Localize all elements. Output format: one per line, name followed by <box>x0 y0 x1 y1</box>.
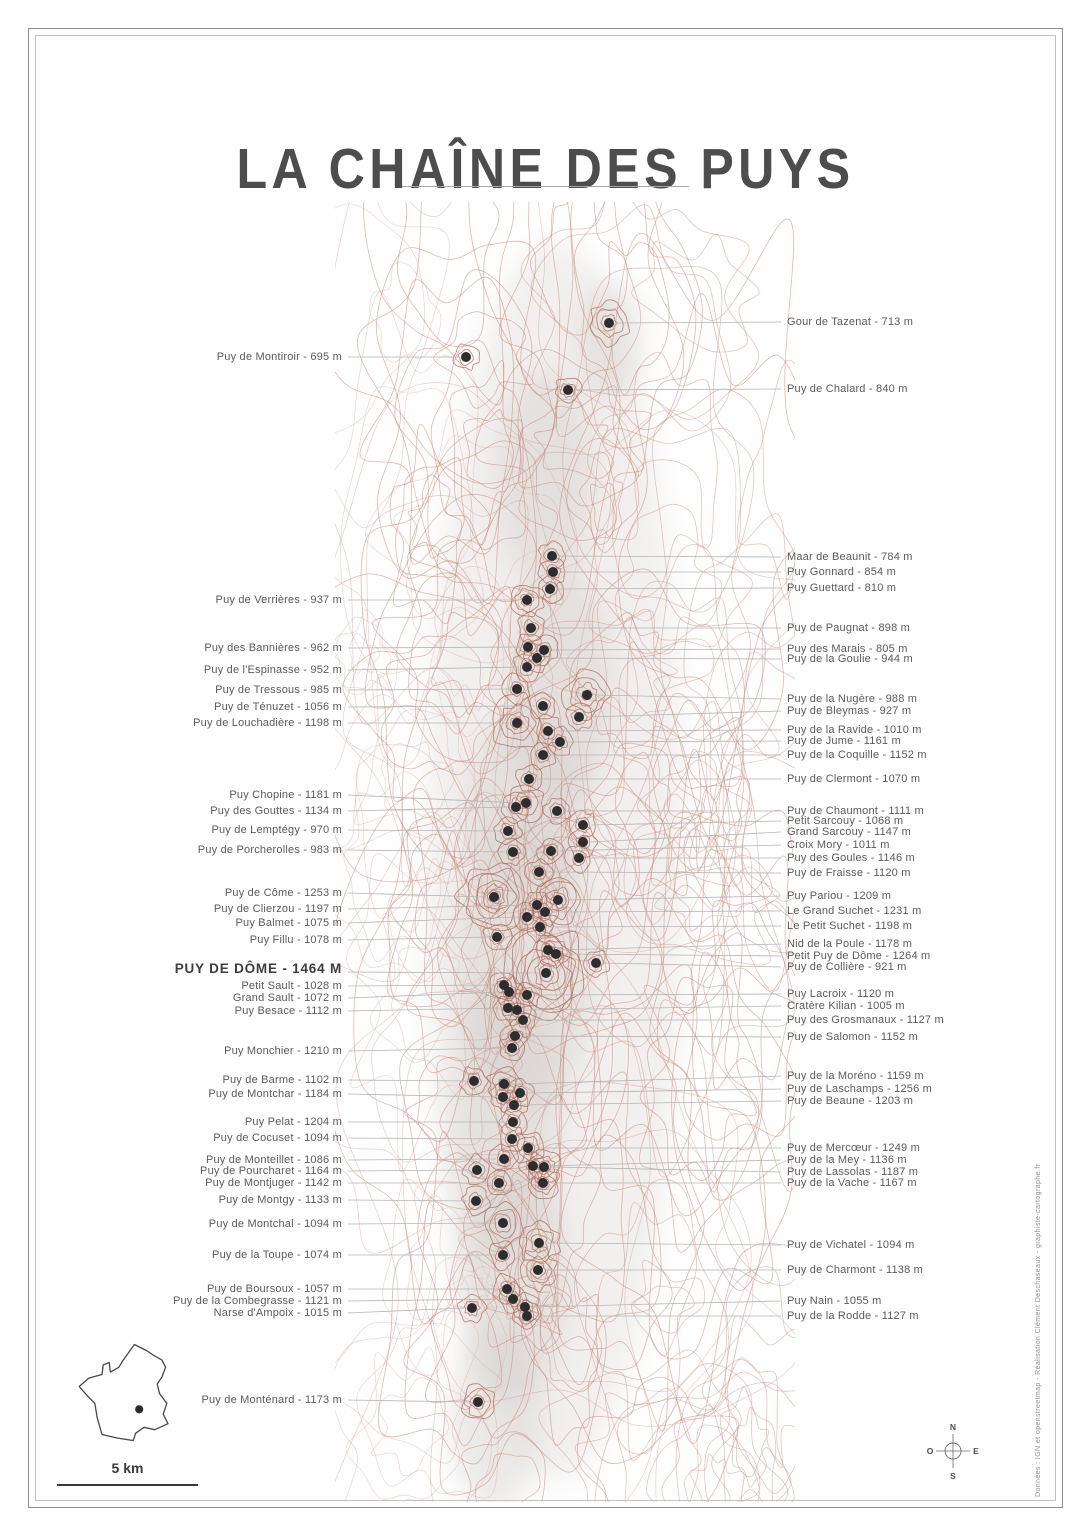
volcano-dot <box>489 892 499 902</box>
volcano-dot <box>543 726 553 736</box>
volcano-dot <box>578 837 588 847</box>
peak-label: Puy de Montchal - 1094 m <box>208 1218 342 1230</box>
volcano-dot <box>507 1043 517 1053</box>
volcano-dot <box>534 867 544 877</box>
volcano-dot <box>532 653 542 663</box>
volcano-dot <box>548 567 558 577</box>
volcano-dot <box>534 1238 544 1248</box>
volcano-dot <box>545 584 555 594</box>
peak-label: Puy de Paugnat - 898 m <box>787 622 911 634</box>
peak-label: Nid de la Poule - 1178 m <box>787 938 913 950</box>
peak-label: Puy de Porcherolles - 983 m <box>197 844 342 856</box>
volcano-dot <box>538 1178 548 1188</box>
peak-label: Puy Pariou - 1209 m <box>787 890 892 902</box>
peak-label: Puy de Clierzou - 1197 m <box>213 903 342 915</box>
peak-label: Puy des Grosmanaux - 1127 m <box>787 1014 944 1026</box>
volcano-dot <box>546 846 556 856</box>
peak-label: Puy de Côme - 1253 m <box>224 887 342 899</box>
peak-label: Puy de Mercœur - 1249 m <box>787 1142 920 1154</box>
peak-label: Puy Chopine - 1181 m <box>229 789 342 801</box>
peak-label: Grand Sault - 1072 m <box>232 992 342 1004</box>
france-inset-map <box>78 1342 198 1467</box>
peak-label: Puy de Bleymas - 927 m <box>787 705 912 717</box>
peak-label: Puy Lacroix - 1120 m <box>787 988 895 1000</box>
volcano-dot <box>539 1162 549 1172</box>
volcano-dot <box>471 1196 481 1206</box>
volcano-dot <box>520 1302 530 1312</box>
volcano-dot <box>499 1079 509 1089</box>
volcano-dot <box>532 900 542 910</box>
volcano-dot <box>498 1092 508 1102</box>
peak-label: Puy de Montiroir - 695 m <box>216 351 342 363</box>
peak-label: Puy de Jume - 1161 m <box>787 735 901 747</box>
peak-label: Puy de Montgy - 1133 m <box>218 1194 342 1206</box>
volcano-dot <box>492 932 502 942</box>
peak-label: Puy de Ténuzet - 1056 m <box>214 701 342 713</box>
volcano-dot <box>541 968 551 978</box>
volcano-dot <box>508 1294 518 1304</box>
peak-label: Puy Monchier - 1210 m <box>224 1045 342 1057</box>
peak-label: Petit Sault - 1028 m <box>241 980 342 992</box>
peak-label: Cratère Kilian - 1005 m <box>787 1000 905 1012</box>
volcano-dot <box>538 750 548 760</box>
peak-label: Puy de Clermont - 1070 m <box>787 773 921 785</box>
volcano-dot <box>582 690 592 700</box>
volcano-dot <box>604 318 614 328</box>
peak-label: Puy de Chalard - 840 m <box>787 383 908 395</box>
volcano-dot <box>574 712 584 722</box>
volcano-dot <box>498 1250 508 1260</box>
peak-label: Puy Guettard - 810 m <box>787 582 897 594</box>
volcano-dot <box>509 1100 519 1110</box>
volcano-dot <box>510 1031 520 1041</box>
peak-label: Le Petit Suchet - 1198 m <box>787 920 913 932</box>
peak-label: Puy des Marais - 805 m <box>787 643 908 655</box>
peak-label: Gour de Tazenat - 713 m <box>787 316 914 328</box>
volcano-dot <box>498 1218 508 1228</box>
volcano-dot <box>539 645 549 655</box>
peak-label: Puy de la Moréno - 1159 m <box>787 1070 924 1082</box>
peak-label: Grand Sarcouy - 1147 m <box>787 826 912 838</box>
peak-label: Puy de Montjuger - 1142 m <box>205 1177 342 1189</box>
scale-label: 5 km <box>111 1460 144 1476</box>
peak-label: Puy de Pourcharet - 1164 m <box>200 1165 342 1177</box>
volcano-dot <box>512 718 522 728</box>
volcano-dot <box>467 1303 477 1313</box>
volcano-dot <box>512 1005 522 1015</box>
volcano-dot <box>508 847 518 857</box>
peak-label: Puy Fillu - 1078 m <box>249 934 342 946</box>
volcano-dot <box>512 684 522 694</box>
volcano-dot <box>551 949 561 959</box>
peak-label: Puy Gonnard - 854 m <box>787 566 896 578</box>
volcano-dot <box>522 1311 532 1321</box>
volcano-dot <box>540 907 550 917</box>
volcano-dot <box>494 1178 504 1188</box>
compass-east-label: E <box>973 1446 979 1456</box>
volcano-dot <box>535 922 545 932</box>
peak-label: Maar de Beaunit - 784 m <box>787 551 913 563</box>
peak-label: Puy Balmet - 1075 m <box>235 917 342 929</box>
peak-label: Puy de Charmont - 1138 m <box>787 1264 924 1276</box>
peak-label: Puy de Beaune - 1203 m <box>787 1095 914 1107</box>
peak-label: Puy des Gouttes - 1134 m <box>210 805 342 817</box>
compass-north-label: N <box>949 1422 957 1432</box>
volcano-dot <box>547 551 557 561</box>
peak-label: Puy de Chaumont - 1111 m <box>787 805 924 817</box>
volcano-dot <box>511 802 521 812</box>
title-divider <box>402 186 689 187</box>
peak-label: Puy de Louchadière - 1198 m <box>193 717 342 729</box>
volcano-dot <box>499 1154 509 1164</box>
volcano-dot <box>522 990 532 1000</box>
peak-label: Puy de la Coquille - 1152 m <box>787 749 927 761</box>
volcano-dot <box>538 701 548 711</box>
peak-label: Puy de la Goulie - 944 m <box>787 653 913 665</box>
peak-label: Puy de Cocuset - 1094 m <box>213 1132 342 1144</box>
peak-label: Croix Mory - 1011 m <box>787 839 890 851</box>
volcano-dot <box>461 352 471 362</box>
volcano-dot <box>578 820 588 830</box>
compass-south-label: S <box>950 1471 956 1481</box>
peak-label: Puy de Vichatel - 1094 m <box>787 1239 915 1251</box>
peak-label: Puy de la Combegrasse - 1121 m <box>172 1295 342 1307</box>
peak-label: Puy Nain - 1055 m <box>787 1295 882 1307</box>
volcano-dot <box>563 385 573 395</box>
volcano-dot <box>502 1284 512 1294</box>
peak-label: Puy de la Ravide - 1010 m <box>787 724 922 736</box>
peak-label: Puy de l'Espinasse - 952 m <box>203 664 342 676</box>
volcano-dot <box>522 595 532 605</box>
volcano-dot <box>524 774 534 784</box>
peak-label: Puy de la Rodde - 1127 m <box>787 1310 919 1322</box>
peak-label: Puy de Boursoux - 1057 m <box>206 1283 342 1295</box>
peak-label: Puy de la Nugère - 988 m <box>787 693 918 705</box>
peak-label: Narse d'Ampoix - 1015 m <box>213 1307 342 1319</box>
volcano-dot <box>472 1165 482 1175</box>
volcano-dot <box>522 912 532 922</box>
volcano-dot <box>552 806 562 816</box>
poster-title: LA CHAÎNE DES PUYS <box>236 137 855 202</box>
compass-west-label: O <box>926 1446 934 1456</box>
volcano-dot <box>591 958 601 968</box>
peak-label: Puy de Lemptégy - 970 m <box>211 824 342 836</box>
peak-label: Puy de Barme - 1102 m <box>222 1074 342 1086</box>
peak-label: Petit Puy de Dôme - 1264 m <box>787 950 931 962</box>
volcano-dot <box>504 987 514 997</box>
volcano-dot <box>503 1003 513 1013</box>
peak-label: Puy de Laschamps - 1256 m <box>787 1083 933 1095</box>
volcano-dot <box>523 1143 533 1153</box>
peak-label: Puy des Bannières - 962 m <box>204 642 342 654</box>
peak-label: Puy de la Toupe - 1074 m <box>212 1249 342 1261</box>
scale-bar <box>57 1484 198 1486</box>
volcano-dot <box>507 1134 517 1144</box>
france-outline <box>79 1345 168 1441</box>
peak-label: Puy de la Mey - 1136 m <box>787 1154 907 1166</box>
peak-label: Puy de Monténard - 1173 m <box>201 1394 342 1406</box>
compass-rose <box>925 1420 981 1482</box>
peak-label: Puy Pelat - 1204 m <box>244 1116 342 1128</box>
volcano-dot <box>522 662 532 672</box>
volcano-dot <box>553 895 563 905</box>
volcano-dot <box>523 642 533 652</box>
peak-label: Puy de la Vache - 1167 m <box>787 1177 917 1189</box>
credits-text: Données : IGN et openstreetmap - Réalisation Clément Deschaseaux - graphiste-cartographe.fr <box>1035 1163 1042 1497</box>
volcano-dot <box>503 826 513 836</box>
peak-label: Puy de Tressous - 985 m <box>215 684 342 696</box>
peak-label: Puy de Montchar - 1184 m <box>208 1088 342 1100</box>
peak-label: Le Grand Suchet - 1231 m <box>787 905 922 917</box>
volcano-dot <box>518 1015 528 1025</box>
peak-label-major: PUY DE DÔME - 1464 M <box>174 961 342 976</box>
peak-label: Puy de Monteillet - 1086 m <box>205 1154 342 1166</box>
volcano-dot <box>521 798 531 808</box>
peak-label: Puy de Fraisse - 1120 m <box>787 867 911 879</box>
peak-label: Puy de Collière - 921 m <box>787 961 907 973</box>
volcano-dot <box>473 1397 483 1407</box>
volcano-dot <box>574 853 584 863</box>
peak-label: Puy de Salomon - 1152 m <box>787 1031 918 1043</box>
peak-label: Puy des Goules - 1146 m <box>787 852 915 864</box>
volcano-dot <box>515 1088 525 1098</box>
volcano-dot <box>533 1265 543 1275</box>
peak-label: Puy de Verrières - 937 m <box>215 594 342 606</box>
volcano-dot <box>555 737 565 747</box>
volcano-dot <box>528 1161 538 1171</box>
peak-label: Puy de Lassolas - 1187 m <box>787 1166 919 1178</box>
volcano-dot <box>526 623 536 633</box>
volcano-dot <box>508 1117 518 1127</box>
location-marker <box>135 1405 143 1413</box>
volcano-dot <box>469 1076 479 1086</box>
peak-label: Petit Sarcouy - 1068 m <box>787 815 904 827</box>
leader-line <box>617 322 781 323</box>
peak-label: Puy Besace - 1112 m <box>234 1005 342 1017</box>
